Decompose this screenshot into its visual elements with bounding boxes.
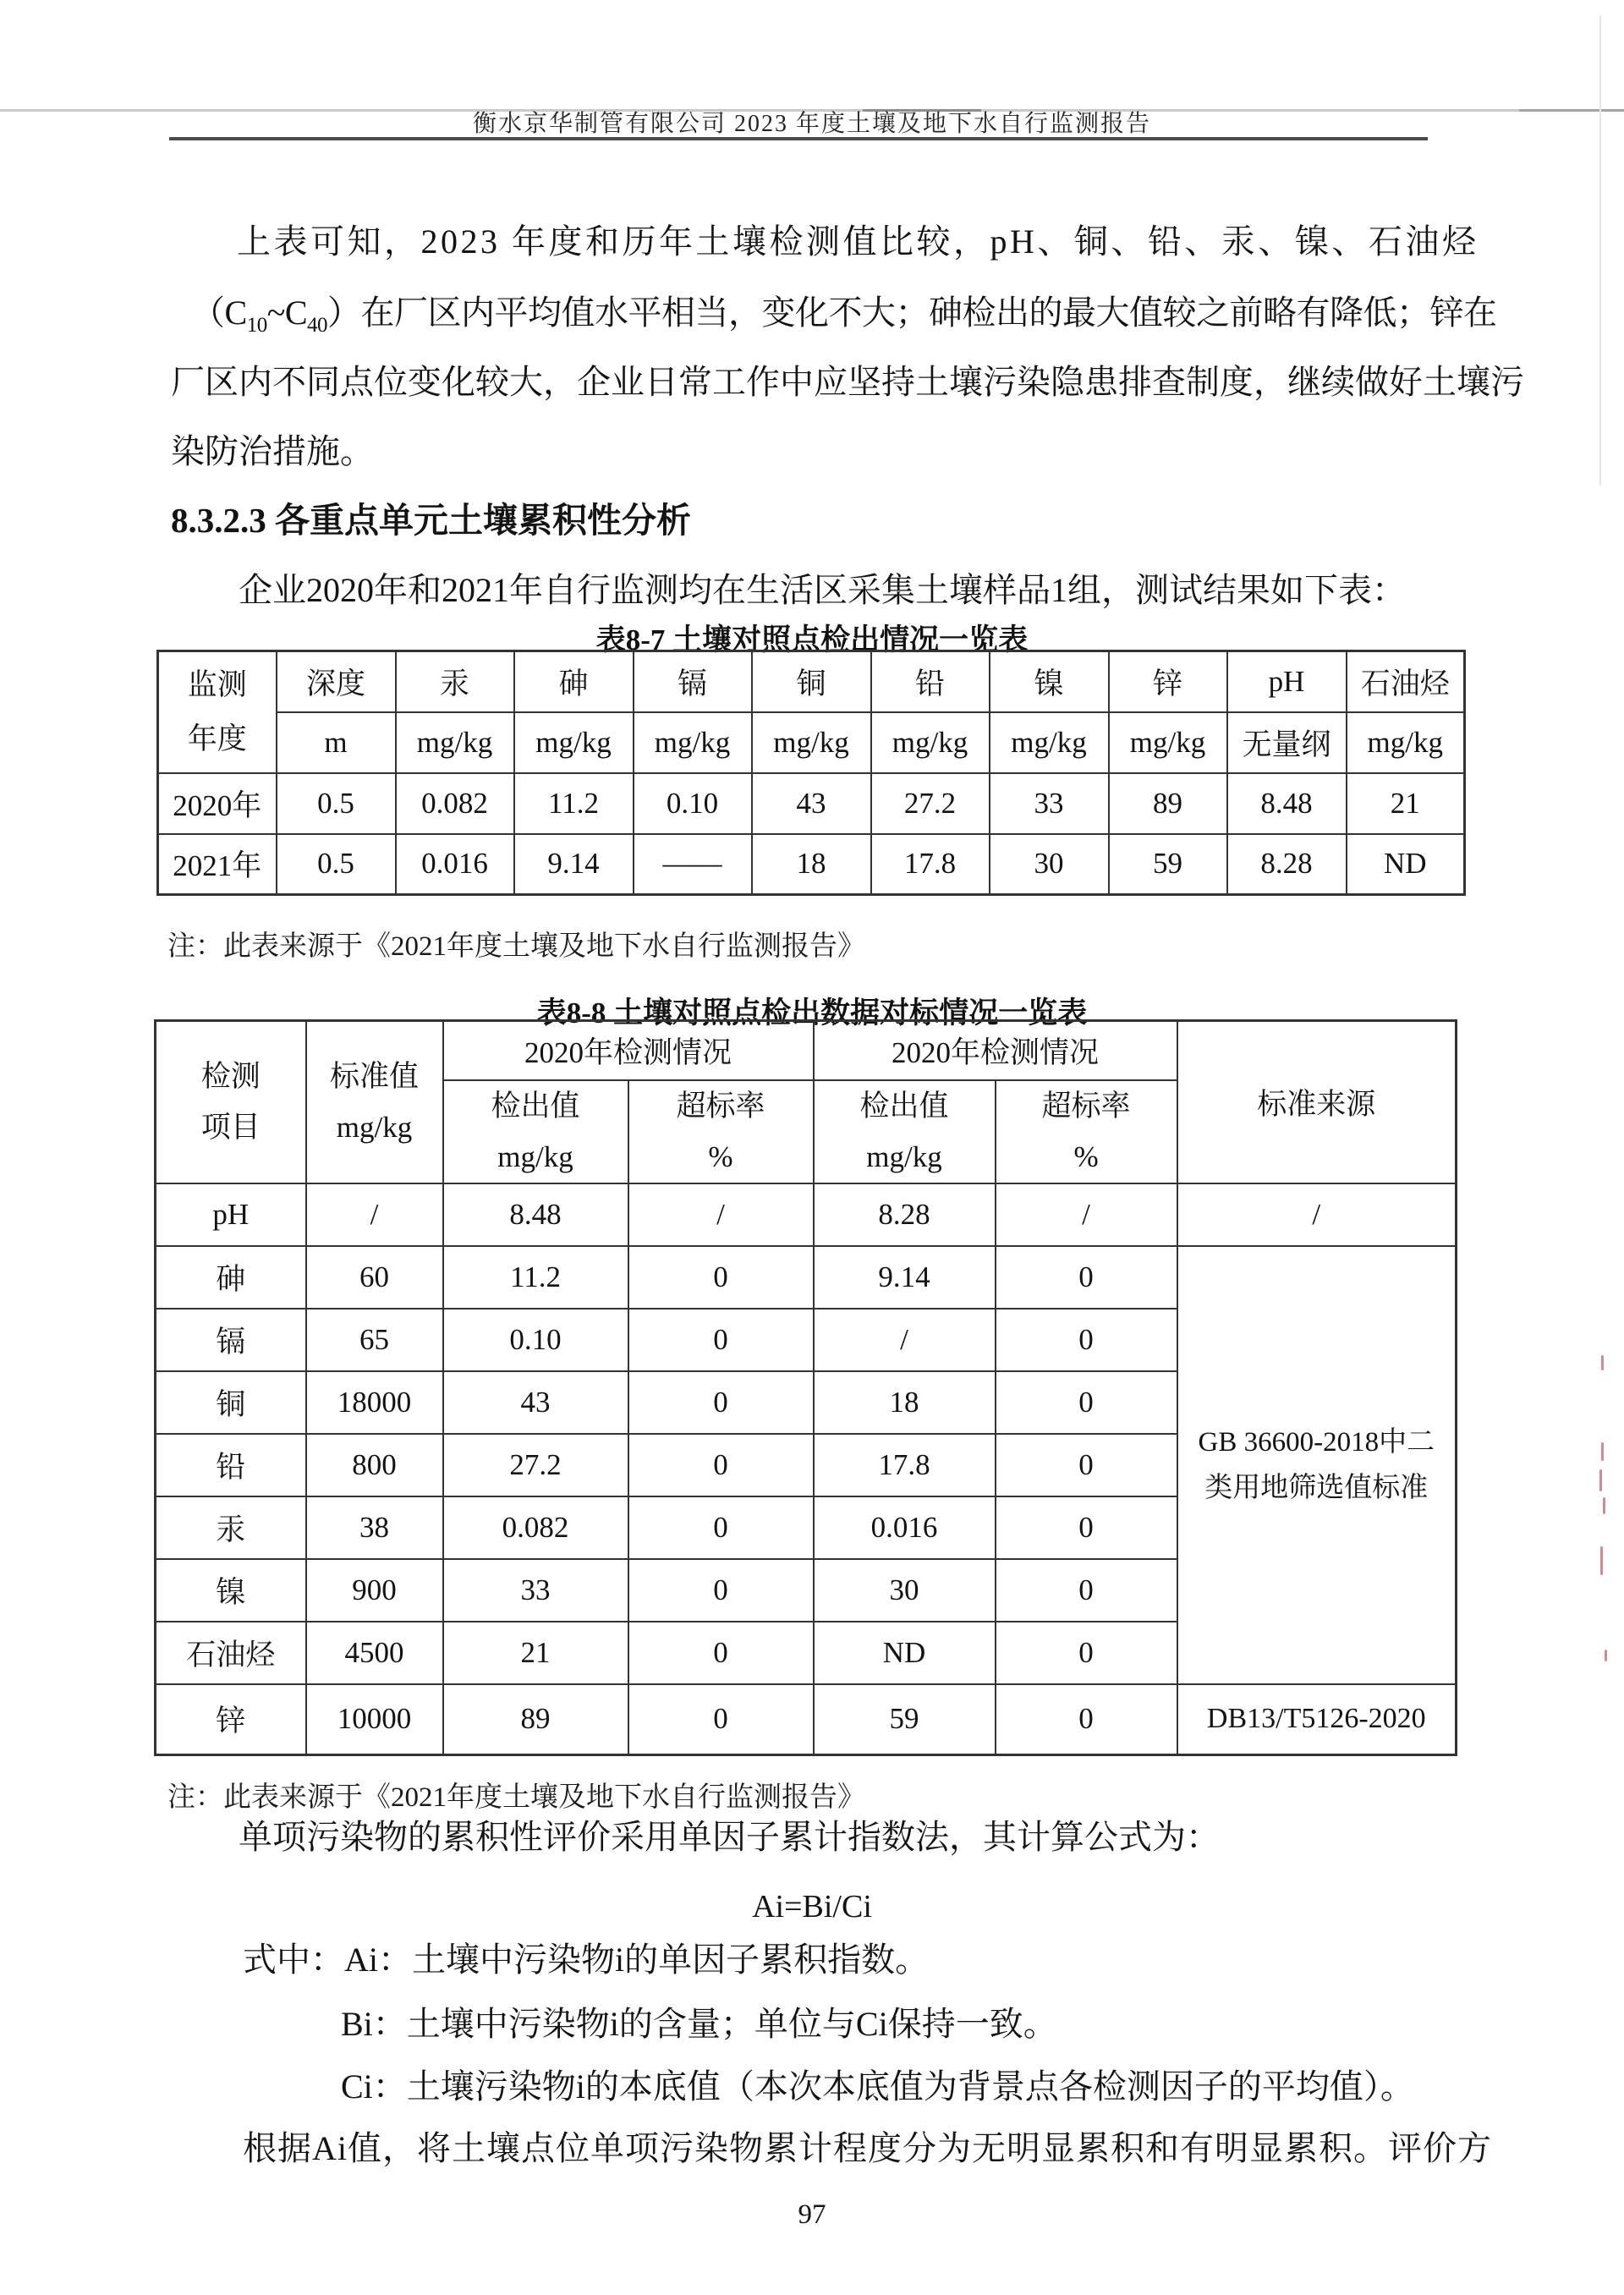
t1-header-cell: 铜: [752, 651, 871, 712]
t2-data-cell: 11.2: [443, 1246, 628, 1309]
t2-data-cell: 8.48: [443, 1183, 628, 1246]
t2-item-header-cell: [156, 1021, 306, 1183]
t1-data-cell: 17.8: [871, 834, 990, 895]
t1-data-cell: 59: [1109, 834, 1227, 895]
t2-detect-line2: mg/kg: [497, 1139, 573, 1173]
t2-data-cell: 900: [306, 1559, 443, 1622]
t1-header-cell: 铅: [871, 651, 990, 712]
t2-data-cell: 21: [443, 1622, 628, 1684]
table-row: [156, 1684, 1457, 1755]
t2-exceed-header-cell: [628, 1080, 814, 1183]
t1-data-cell: 43: [752, 773, 871, 834]
t1-unit-cell: mg/kg: [1109, 712, 1227, 773]
t2-data-cell: 59: [814, 1684, 996, 1755]
t2-data-cell: 0.10: [443, 1309, 628, 1371]
t2-data-cell: 60: [306, 1246, 443, 1309]
t1-data-cell: 8.48: [1227, 773, 1347, 834]
t1-data-cell: 8.28: [1227, 834, 1347, 895]
t2-detect-line1: 检出值: [491, 1089, 580, 1123]
t2-group-2021-header-cell: 2020年检测情况: [814, 1021, 1177, 1080]
closing-line: 根据Ai值，将土壤点位单项污染物累计程度分为无明显累积和有明显累积。评价方: [243, 2129, 1492, 2167]
t2-data-cell: 0: [996, 1434, 1177, 1496]
table1-note: 注：此表来源于《2021年度土壤及地下水自行监测报告》: [167, 931, 865, 962]
definition-ai: 式中：Ai：土壤中污染物i的单因子累积指数。: [243, 1941, 930, 1979]
t2-data-cell: 0: [996, 1246, 1177, 1309]
t2-data-cell: 4500: [306, 1622, 443, 1684]
t1-header-cell: 汞: [396, 651, 514, 712]
t2-data-cell: 43: [443, 1371, 628, 1434]
t2-data-cell: 27.2: [443, 1434, 628, 1496]
t2-source-db-cell: DB13/T5126-2020: [1177, 1684, 1457, 1755]
t1-corner-cell: [158, 651, 277, 773]
t2-item-cell: 铜: [156, 1371, 306, 1434]
t1-year-cell: 2021年: [158, 834, 277, 895]
t2-item-cell: 砷: [156, 1246, 306, 1309]
t2-data-cell: 18000: [306, 1371, 443, 1434]
definition-ci: Ci：土壤污染物i的本底值（本次本底值为背景点各检测因子的平均值）。: [341, 2067, 1414, 2106]
t1-unit-cell: 无量纲: [1227, 712, 1347, 773]
t2-standard-header-cell: [306, 1021, 443, 1183]
t2-data-cell: 30: [814, 1559, 996, 1622]
t2-source-gb-line1: GB 36600-2018中二: [1198, 1426, 1435, 1458]
t2-item-header-line2: 项目: [200, 1110, 261, 1144]
t2-data-cell: 38: [306, 1496, 443, 1559]
t2-detect-line1: 检出值: [859, 1089, 949, 1123]
t2-exceed-line2: %: [1073, 1139, 1099, 1173]
t1-unit-cell: mg/kg: [634, 712, 752, 773]
t1-header-cell: 砷: [514, 651, 634, 712]
t2-data-cell: 0: [628, 1309, 814, 1371]
page-number: 97: [798, 2199, 826, 2230]
scan-artifact-red-dash: [1601, 1355, 1604, 1370]
t2-data-cell: 0: [996, 1309, 1177, 1371]
t1-data-cell: 11.2: [514, 773, 634, 834]
paragraph1-line2-text: ）在厂区内平均值水平相当，变化不大；砷检出的最大值较之前略有降低；锌在: [327, 294, 1497, 332]
t2-data-cell: ND: [814, 1622, 996, 1684]
t1-data-cell: 0.5: [277, 773, 396, 834]
t2-exceed-line1: 超标率: [676, 1089, 765, 1123]
table-8-7: [156, 650, 1466, 896]
table-row: [156, 1021, 1457, 1080]
t2-exceed-line1: 超标率: [1041, 1089, 1131, 1123]
scan-artifact-red-dash: [1599, 1469, 1602, 1491]
t2-data-cell: 8.28: [814, 1183, 996, 1246]
table-row: [158, 712, 1465, 773]
paragraph1-line3: 厂区内不同点位变化较大，企业日常工作中应坚持土壤污染隐患排查制度，继续做好土壤污: [171, 363, 1524, 401]
t2-data-cell: 65: [306, 1309, 443, 1371]
t1-data-cell: 18: [752, 834, 871, 895]
t1-header-cell: 锌: [1109, 651, 1227, 712]
t2-data-cell: 33: [443, 1559, 628, 1622]
scan-artifact-red-dash: [1605, 1650, 1607, 1661]
t2-data-cell: 0: [628, 1246, 814, 1309]
t1-unit-cell: mg/kg: [990, 712, 1109, 773]
t2-item-cell: 石油烃: [156, 1622, 306, 1684]
t1-unit-cell: mg/kg: [396, 712, 514, 773]
t1-data-cell: 30: [990, 834, 1109, 895]
formula-intro: 单项污染物的累积性评价采用单因子累计指数法，其计算公式为：: [239, 1818, 1220, 1856]
table1-caption: 表8-7 土壤对照点检出情况一览表: [595, 623, 1029, 656]
formula: Ai=Bi/Ci: [752, 1889, 872, 1924]
t1-header-cell: pH: [1227, 651, 1347, 712]
t2-detect-header-cell: [443, 1080, 628, 1183]
t2-item-header-line1: 检测: [200, 1059, 261, 1093]
t2-data-cell: 800: [306, 1434, 443, 1496]
t1-data-cell: 21: [1347, 773, 1465, 834]
t2-data-cell: 0: [996, 1684, 1177, 1755]
paragraph1-line1: 上表可知，2023 年度和历年土壤检测值比较，pH、铜、铅、汞、镍、石油烃: [237, 222, 1479, 261]
t2-data-cell: 0: [996, 1559, 1177, 1622]
t2-data-cell: 0: [628, 1622, 814, 1684]
t1-data-cell: 89: [1109, 773, 1227, 834]
t1-header-cell: 深度: [277, 651, 396, 712]
t2-source-gb-line2: 类用地筛选值标准: [1204, 1472, 1429, 1503]
t2-data-cell: 0: [628, 1434, 814, 1496]
t1-data-cell: 9.14: [514, 834, 634, 895]
t1-unit-cell: mg/kg: [871, 712, 990, 773]
t2-standard-header-line1: 标准值: [329, 1059, 419, 1093]
t2-data-cell: 0: [628, 1371, 814, 1434]
t2-item-cell: 锌: [156, 1684, 306, 1755]
paragraph1-line4: 染防治措施。: [171, 432, 374, 470]
section-intro: 企业2020年和2021年自行监测均在生活区采集土壤样品1组，测试结果如下表：: [239, 571, 1406, 609]
t2-data-cell: 89: [443, 1684, 628, 1755]
page-header-title: 衡水京华制管有限公司 2023 年度土壤及地下水自行监测报告: [472, 111, 1151, 137]
t2-data-cell: 0: [628, 1559, 814, 1622]
definition-bi: Bi：土壤中污染物i的含量；单位与Ci保持一致。: [341, 2005, 1057, 2043]
table2-caption: 表8-8 土壤对照点检出数据对标情况一览表: [536, 997, 1088, 1029]
t1-corner-line1: 监测: [187, 667, 247, 701]
t1-data-cell: 27.2: [871, 773, 990, 834]
t2-exceed-header-cell: [996, 1080, 1177, 1183]
t1-data-cell: 0.016: [396, 834, 514, 895]
t2-data-cell: 0: [628, 1684, 814, 1755]
t2-group-2020-header-cell: 2020年检测情况: [443, 1021, 814, 1080]
t2-exceed-line2: %: [708, 1139, 733, 1173]
section-heading: 8.3.2.3 各重点单元土壤累积性分析: [171, 501, 691, 540]
t2-data-cell: 17.8: [814, 1434, 996, 1496]
t2-data-cell: 18: [814, 1371, 996, 1434]
t1-year-cell: 2020年: [158, 773, 277, 834]
t2-detect-header-cell: [814, 1080, 996, 1183]
t1-unit-cell: mg/kg: [514, 712, 634, 773]
t2-item-cell: 铅: [156, 1434, 306, 1496]
t1-data-cell: 0.5: [277, 834, 396, 895]
t2-data-cell: /: [628, 1183, 814, 1246]
t2-data-cell: 0: [996, 1496, 1177, 1559]
table-row: [158, 651, 1465, 712]
t1-unit-cell: mg/kg: [752, 712, 871, 773]
t2-standard-header-line2: mg/kg: [336, 1110, 413, 1144]
t1-data-cell: 0.10: [634, 773, 752, 834]
t2-source-gb-cell: [1177, 1246, 1457, 1684]
t2-item-cell: 汞: [156, 1496, 306, 1559]
t2-item-cell: pH: [156, 1183, 306, 1246]
table2-note: 注：此表来源于《2021年度土壤及地下水自行监测报告》: [167, 1782, 865, 1813]
t2-data-cell: 0.016: [814, 1496, 996, 1559]
t1-data-cell: 33: [990, 773, 1109, 834]
c40-subscript: 40: [307, 314, 328, 337]
t1-header-cell: 石油烃: [1347, 651, 1465, 712]
c-range-mid: ~C: [266, 294, 308, 332]
t2-data-cell: 10000: [306, 1684, 443, 1755]
paragraph1-line2: [191, 294, 1497, 344]
t2-detect-line2: mg/kg: [866, 1139, 942, 1173]
header-underline: [169, 137, 1428, 140]
t2-data-cell: /: [306, 1183, 443, 1246]
table-row: [158, 834, 1465, 895]
t1-header-cell: 镍: [990, 651, 1109, 712]
t1-data-cell: 0.082: [396, 773, 514, 834]
t2-item-cell: 镉: [156, 1309, 306, 1371]
t2-data-cell: /: [814, 1309, 996, 1371]
t2-item-cell: 镍: [156, 1559, 306, 1622]
t1-data-cell: ND: [1347, 834, 1465, 895]
scan-artifact-red-dash: [1603, 1497, 1605, 1514]
t2-source-header-cell: 标准来源: [1177, 1021, 1457, 1183]
t2-data-cell: 9.14: [814, 1246, 996, 1309]
c10-subscript: 10: [246, 314, 267, 337]
t2-data-cell: 0: [628, 1496, 814, 1559]
t2-source-cell: /: [1177, 1183, 1457, 1246]
table-8-8: [154, 1019, 1457, 1756]
scan-edge-line: [1599, 15, 1601, 486]
scan-artifact-red-dash: [1601, 1442, 1604, 1461]
t1-unit-cell: m: [277, 712, 396, 773]
c-range-prefix: （C: [191, 294, 247, 332]
t2-data-cell: 0: [996, 1622, 1177, 1684]
t1-data-cell: ——: [634, 834, 752, 895]
scan-artifact-red-dash: [1600, 1546, 1603, 1575]
table-row: [156, 1183, 1457, 1246]
t2-data-cell: 0.082: [443, 1496, 628, 1559]
t1-unit-cell: mg/kg: [1347, 712, 1465, 773]
t2-data-cell: 0: [996, 1371, 1177, 1434]
t2-data-cell: /: [996, 1183, 1177, 1246]
table-row: [156, 1246, 1457, 1309]
t1-header-cell: 镉: [634, 651, 752, 712]
table-row: [158, 773, 1465, 834]
t1-corner-line2: 年度: [187, 722, 247, 755]
